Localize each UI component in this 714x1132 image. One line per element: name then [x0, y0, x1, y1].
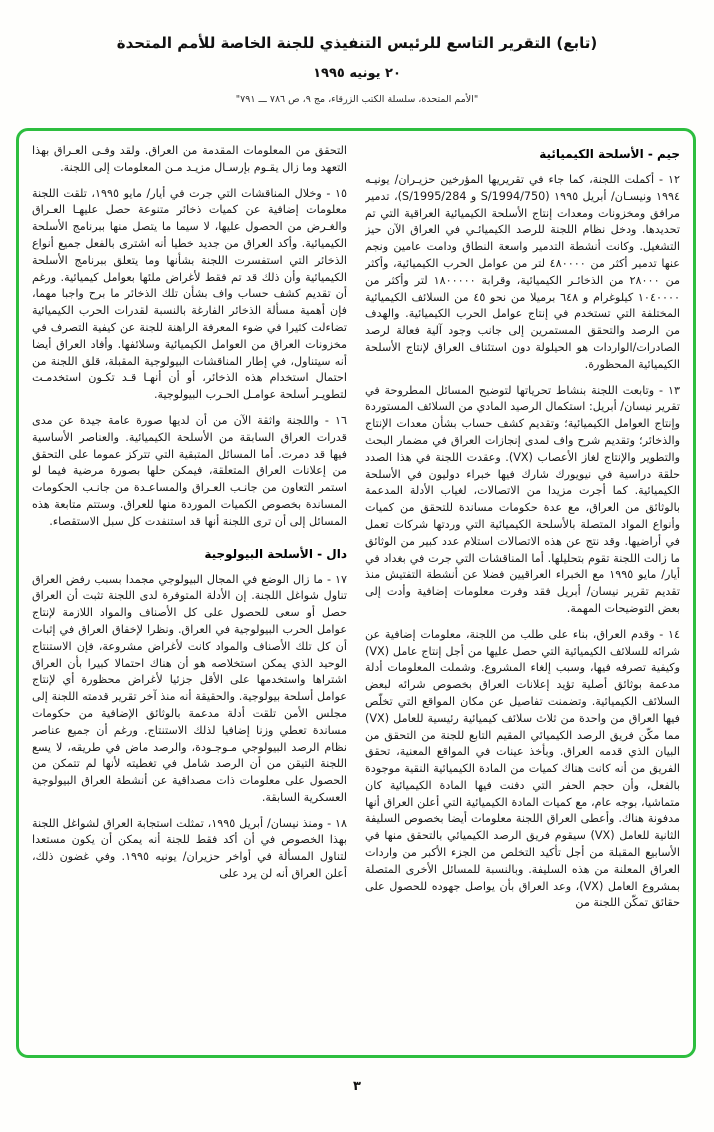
- document-source-line: "الأمم المتحدة، سلسلة الكتب الزرقاء، مج ٩، ص ٧٨٦ ـــ ٧٩١": [235, 94, 479, 105]
- paragraph-15: ١٥ - وخلال المناقشات التي جرت في أيار/ مايو ١٩٩٥، تلقت اللجنة معلومات إضافية عن كميات ذخائر متنوعة حصل عليهـا العـراق والغـرض من الحصول عليها، لا سيما ما يتصل منها ببرنامج الأسلحة الكيميائية. وأكد العراق من جديد خطيا أنه اشترى بالفعل جميع أنواع الذخائر التي استفسرت اللجنة بشأنها وما يتعلق ببرنامج الأسلحة الكيميائية وأن ذلك قد تم فقط لأغراض ملئها بعوامل كيميائية. ورغم أن تقديم كشف حساب واف بشأن تلك الذخائر ما برح واجبا مهما، فإن أهمية مسألة الذخائر الفارغة بالنسبة لقدرات الحرب الكيميائية تضاءلت كثيرا في ضوء المعرفة الراهنة للجنة عن كيفية التصرف في مخزونات العراق من العوامل الكيميائية وسلائفها. وأفاد العراق أيضا أنه سيتناول، في إطار المناقشات البيولوجية المقبلة، قلق اللجنة من احتمال استخدام هذه الذخائر، أو أن أنهـا قـد تكـون استخدمـت لتطويـر أسلحة عوامـل الحـرب البيولوجية.: [32, 186, 347, 402]
- paragraph-18: ١٨ - ومنذ نيسان/ أبريل ١٩٩٥، تمثلت استجابة العراق لشواغل اللجنة بهذا الخصوص في أن أكد فقط للجنة أنه يمكن أن يكون مستعدا لتناول المسألة في أواخر حزيران/ يونيه ١٩٩٥. وفي غضون ذلك، أعلن العراق أنه لن يرد على: [32, 816, 347, 881]
- document-header: [0, 0, 714, 105]
- paragraph-17: ١٧ - ما زال الوضع في المجال البيولوجي مجمدا بسبب رفض العراق تناول شواغل اللجنة. إن الأدلة المتوفرة لدى اللجنة تثبت أن العراق حصل أو سعى للحصول على كل الأصناف والمواد اللازمة لإنتاج عوامل الحرب البيولوجية في العراق. ونظرا لإخفاق العراق في إثبات أن كل تلك الأصناف والمواد كانت لأغراض مشروعة، فإن الاستنتاج الوحيد الذي يمكن استخلاصه هو أن هناك احتمالا كبيرا بأن العراق اشتراها واستخدمها على الأقل جزئيا لأغراض محظورة أي لإنتاج عوامل أسلحة بيولوجية. والحقيقة أنه منذ آخر تقرير قدمته اللجنة إلى مجلس الأمن تلقت أدلة مدعمة بالوثائق الإضافية من حكومات مساندة تعطي وزنا إضافيا لذلك الاستنتاج. ورغم أن جميع عناصر نظام الرصد البيولوجي مـوجـودة، والرصد ماض في طريقه، لا يسع اللجنة التيقن من أن الرصد شامل في تغطيته لأنها لم تتمكن من الحصول على معلومات ذات مصداقية عن أنشطة العراق البيولوجية العسكرية السابقة.: [32, 572, 347, 804]
- paragraph-14-continuation: التحقق من المعلومات المقدمة من العراق. ولقد وفـى العـراق بهذا التعهد وما زال يقـوم بإرسـال مزيـد مـن المعلومات إلى اللجنة.: [32, 144, 347, 174]
- paragraph-14: ١٤ - وقدم العراق، بناء على طلب من اللجنة، معلومات إضافية عن شرائه للسلائف الكيميائية التي حصل عليها من أجل إنتاج عامل (VX) وكيفية تصرفه فيها، وسبب إلغاء المشروع. وشملت المعلومات أدلة مدعمة بوثائق أصلية تؤيد إعلانات العراق بخصوص شرائه لبعض السلائف الكيميائية. وتضمنت تفاصيل عن مكان المواقع التي تخلّص فيها العراق من واحدة من ثلاث سلائف كيميائية رئيسية للعامل (VX) مما مكّن فريق الرصد الكيميائي المقيم التابع للجنة من التحقق من البيان الذي قدمه العراق. وبأخذ عينات في المواقع المعنية، تحقق الفريق من أنه كانت هناك كميات من المادة الكيميائية النقية موجودة بالفعل، وأن حجم الحفر التي دفنت فيها المادة الكيميائية كان متماشيا، بوجه عام، مع كميات المادة الكيميائية التي أعلن العراق أنها مدفونة هناك. وأعطى العراق اللجنة معلومات أيضا بخصوص السليفة الثانية للعامل (VX) سيقوم فريق الرصد الكيميائي بالتحقق منها في الأسابيع المقبلة من أجل تأكيد التخلص من الجزء الأكبر من واردات العراق المعلنة من هذه السليفة. وبالنسبة للمسائل الأخرى المتصلة بمشروع العامل (VX)، وعد العراق بأن يواصل جهوده للحصول على حقائق تمكّن اللجنة من: [365, 627, 680, 910]
- document-date: ٢٠ يونيه ١٩٩٥: [313, 66, 401, 81]
- document-title: (تابع) التقرير التاسع للرئيس التنفيذي للجنة الخاصة للأمم المتحدة: [116, 34, 598, 52]
- two-column-layout: [32, 143, 680, 1045]
- content-frame: [16, 128, 696, 1058]
- section-heading-chemical-weapons: جيم - الأسلحة الكيميائية: [539, 147, 680, 161]
- paragraph-13: ١٣ - وتابعت اللجنة بنشاط تحرياتها لتوضيح المسائل المطروحة في تقرير نيسان/ أبريل: استكمال الرصيد المادي من السلائف المستوردة وإنتاج العوامل الكيميائية؛ وتقديم كشف حساب بشأن معدات الإنتاج والذخائر؛ وتقديم شرح واف لمدى إنجازات العراق في مضمار البحث والتطوير والإنتاج لغاز الأعصاب (VX). وعقدت اللجنة في هذا الصدد حلقة دراسية في نيويورك شارك فيها خبراء دوليون في الأسلحة الكيميائية. كما أجرت مزيدا من الاتصالات، لغياب الأدلة المدعمة بالوثائق من العراق، مع عدة حكومات مساندة للتحقق من كميات وأنواع المواد المتصلة بالأسلحة الكيميائية التي وردتها شركات تعمل في أراضيها. وقد نتج عن هذه الاتصالات استلام عدد كبير من الوثائق ما زالت اللجنة تقوم بتحليلها. أما المناقشات التي جرت في بغداد في أيار/ مايو ١٩٩٥ مع الخبراء العراقيين فضلا عن أنشطة التفتيش منذ تقديم تقرير نيسان/ أبريل فقد وفرت معلومات إضافية وأدت إلى بعض التوضيحات المهمة.: [365, 383, 680, 615]
- section-heading-biological-weapons: دال - الأسلحة البيولوجية: [204, 546, 347, 561]
- column-left: [32, 143, 347, 1045]
- paragraph-12: ١٢ - أكملت اللجنة، كما جاء في تقريريها المؤرخين حزيـران/ يونيـه ١٩٩٤ ونيسـان/ أبريل ١٩٩٥ (S/1994/750 و S/1995/284)، تدمير مرافق ومخزونات ومعدات إنتاج الأسلحة الكيميائية العراقية التي تم تحديدها. ودخل نظام اللجنة للرصد الكيميائـي في العراق الآن حيز التشغيل. وكانت أنشطة التدمير واسعة النطاق ودامت عامين ونجم عنها تدمير أكثر من ٤٨٠٠٠٠ لتر من عوامل الحرب الكيميائية، وأكثر من ٢٨٠٠٠ من الذخائـر الكيميائية، وقرابة ١٨٠٠٠٠٠ لتر وأكثر من ١٠٤٠٠٠٠ كيلوغرام و ٦٤٨ برميلا من نحو ٤٥ من السلائف الكيميائية المختلفة التي تستخدم في إنتاج عوامل الحرب الكيميائية. والهدف من الرصد والتحقق المستمرين إلى جانب وجود آلية فعالة لرصد الصادرات/الواردات هو الحيلولة دون استئناف العراق لإنتاج الأسلحة الكيميائية المحظورة.: [365, 173, 680, 371]
- page-number: ٣: [353, 1079, 361, 1094]
- paragraph-16: ١٦ - واللجنة واثقة الآن من أن لديها صورة عامة جيدة عن مدى قدرات العراق السابقة من الأسلحة الكيميائية. والعناصر الأساسية فيها قد دمرت. أما المسائل المتبقية التي تتركز عموما على التحقق من إعلانات العراق المتعلقة، فيمكن حلها بصورة مرضية فيما لو استمر التعاون من جانـب العـراق والمساعـدة من جانـب الحكومات المساندة بخصوص الكميات الموردة منها للعراق. وستتم متابعة هذه المسائل إلى أن ترى اللجنة أنها قد استنفدت كل سبل الاستقصاء.: [32, 413, 347, 528]
- column-right: [365, 143, 680, 1045]
